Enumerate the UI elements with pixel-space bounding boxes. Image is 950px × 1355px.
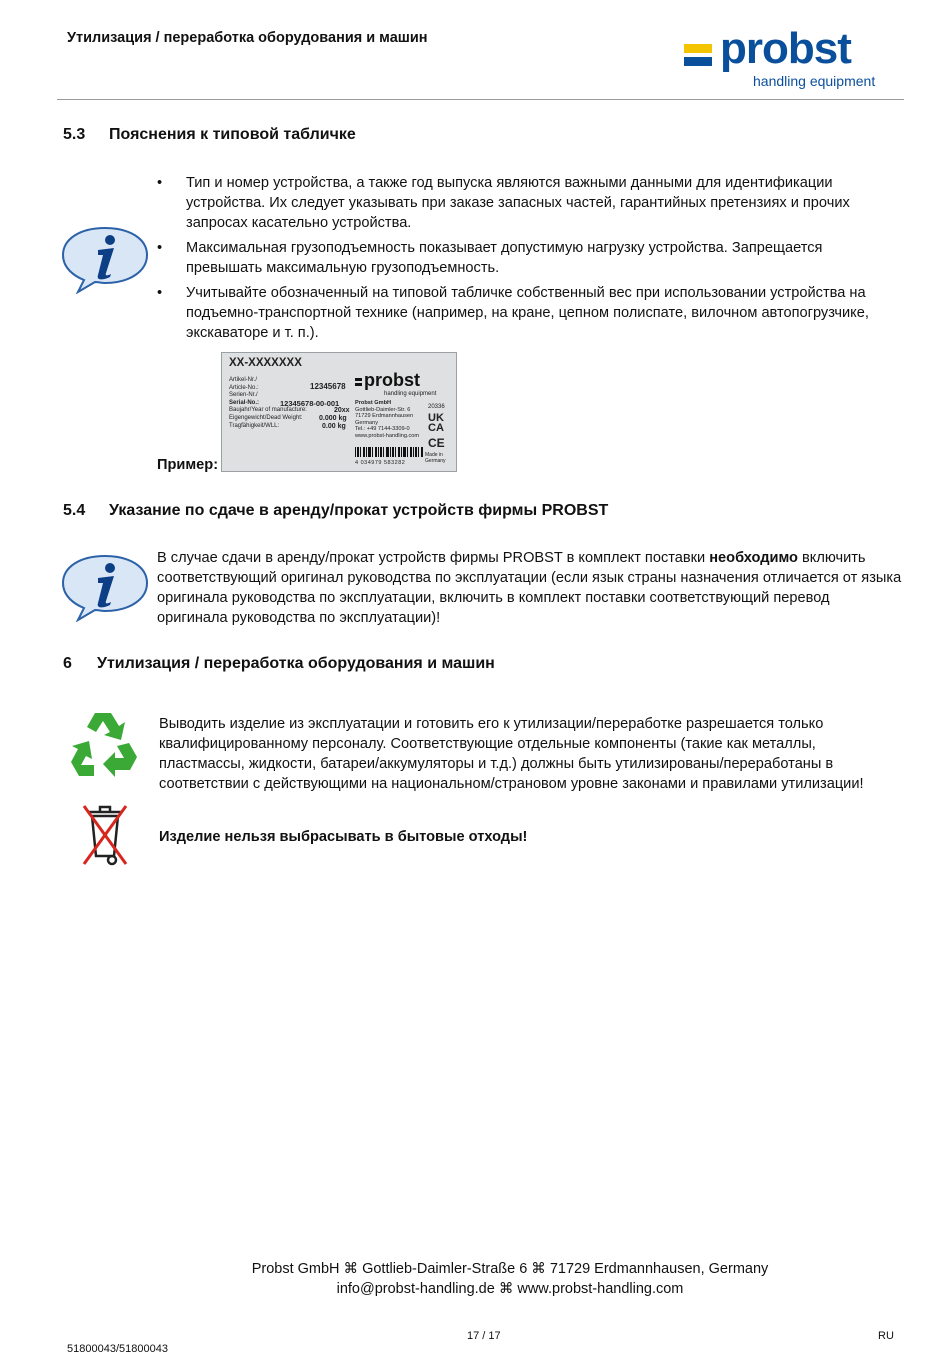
plate-type: XX-XXXXXXX [229, 357, 302, 369]
plate-article-no: 12345678 [310, 382, 346, 391]
section-heading-6 [63, 655, 495, 673]
ukca-mark [428, 413, 444, 433]
probst-logo [684, 24, 894, 96]
info-icon [60, 552, 150, 622]
plate-code: 20336 [428, 404, 445, 410]
section-heading-5-4 [63, 502, 608, 520]
plate-label: Serial-No.: [229, 399, 260, 406]
info-bullets [157, 173, 902, 348]
plate-label: Eigengewicht/Dead Weight: [229, 414, 303, 421]
plate-city: 71729 Erdmannhausen [355, 413, 414, 420]
plate-label: Serien-Nr./ [229, 392, 258, 399]
type-plate-image [221, 352, 457, 472]
footer-address: Probst GmbH ⌘ Gottlieb-Daimler-Straße 6 ⌘ 71729 Erdmannhausen, Germany [251, 1261, 769, 1277]
section-number: 5.3 [63, 126, 86, 143]
footer-contact: info@probst-handling.de ⌘ www.probst-handling.com [336, 1281, 684, 1297]
header-divider [57, 99, 904, 100]
logo-word: probst [720, 24, 851, 73]
barcode-number: 4 034979 583282 [355, 460, 406, 466]
barcode-icon [355, 447, 423, 461]
section-title: Утилизация / переработка оборудования и машин [97, 655, 495, 672]
plate-label: Article-No.: [229, 384, 259, 391]
section-heading-5-3 [63, 126, 356, 144]
language-code: RU [878, 1330, 894, 1342]
plate-logo-bar [355, 383, 362, 386]
plate-dead-weight: 0.000 kg [319, 415, 347, 422]
plate-label: Artikel-Nr./ [229, 377, 258, 383]
ce-mark: CE [428, 436, 445, 450]
ukca-line: UK [428, 412, 444, 424]
plate-country: Germany [355, 419, 379, 426]
plate-year: 20xx [334, 407, 350, 414]
plate-company: Probst GmbH [355, 400, 392, 406]
header-title: Утилизация / переработка оборудования и машин [67, 30, 428, 46]
document-number: 51800043/51800043 [67, 1343, 168, 1355]
logo-blue-bar [684, 57, 712, 66]
section-number: 5.4 [63, 502, 86, 519]
plate-street: Gottlieb-Daimler-Str. 6 [355, 406, 411, 413]
plate-brand-sub: handling equipment [384, 391, 437, 397]
section-number: 6 [63, 655, 72, 672]
disposal-text: Выводить изделие из эксплуатации и готовить его к утилизации/переработке разрешается только квалифицированному персоналу. Соответствующие отдельные компоненты (такие как металлы, пластмассы, жидкости, батареи/аккумуляторы и т.д.) должны быть утилизированы/переработаны в соответствии с действующими на национальном/страновом уровне законами и правилами утилизации! [159, 716, 864, 792]
logo-subtitle: handling equipment [753, 73, 876, 89]
household-waste-warning: Изделие нельзя выбрасывать в бытовые отходы! [159, 829, 528, 845]
ukca-line: CA [428, 422, 444, 434]
plate-label: Baujahr/Year of manufacture: [229, 407, 307, 414]
plate-brand: probst [364, 370, 420, 390]
bullet-item: • Максимальная грузоподъемность показывает допустимую нагрузку устройства. Запрещается превышать максимальную грузоподъемность. [157, 238, 902, 278]
example-label: Пример: [157, 457, 219, 473]
plate-serial-no: 12345678-00-001 [280, 399, 340, 408]
info-icon [60, 224, 150, 294]
plate-wll: 0.00 kg [322, 423, 346, 430]
recycle-icon [67, 710, 141, 782]
page-number: 17 / 17 [467, 1330, 501, 1342]
section-title: Указание по сдаче в аренду/прокат устройств фирмы PROBST [109, 502, 609, 519]
rental-note [157, 548, 902, 628]
rental-text: включить соответствующий оригинал руководства по эксплуатации (если язык страны назначения отличается от языка оригинала руководства по эксплуатации, включить в комплект поставки соответствующий перевод оригинала руководства по эксплуатации)! [157, 550, 902, 626]
plate-logo-bar [355, 378, 362, 381]
plate-address [355, 400, 419, 440]
plate-tel: Tel.: +49 7144-3309-0 [355, 426, 410, 433]
bullet-item: • Учитывайте обозначенный на типовой табличке собственный вес при использовании устройства на подъемно-транспортной технике (например, на кране, цепном полиспате, вилочном автопогрузчике, экскаваторе и т. п.). [157, 283, 902, 343]
plate-web: www.probst-handling.com [355, 432, 420, 439]
logo-yellow-bar [684, 44, 712, 53]
rental-text-emphasis: необходимо [709, 550, 798, 566]
plate-label: Tragfähigkeit/WLL: [229, 422, 280, 429]
crossed-bin-icon [80, 800, 130, 870]
rental-text: В случае сдачи в аренду/прокат устройств фирмы PROBST в комплект поставки [157, 550, 710, 566]
bullet-item: • Тип и номер устройства, а также год выпуска являются важными данными для идентификации устройства. Их следует указывать при заказе запасных частей, гарантийных претензиях и прочих запросах касательно устройства. [157, 173, 902, 233]
section-title: Пояснения к типовой табличке [109, 126, 356, 143]
plate-made-in: Made in Germany [425, 452, 446, 464]
